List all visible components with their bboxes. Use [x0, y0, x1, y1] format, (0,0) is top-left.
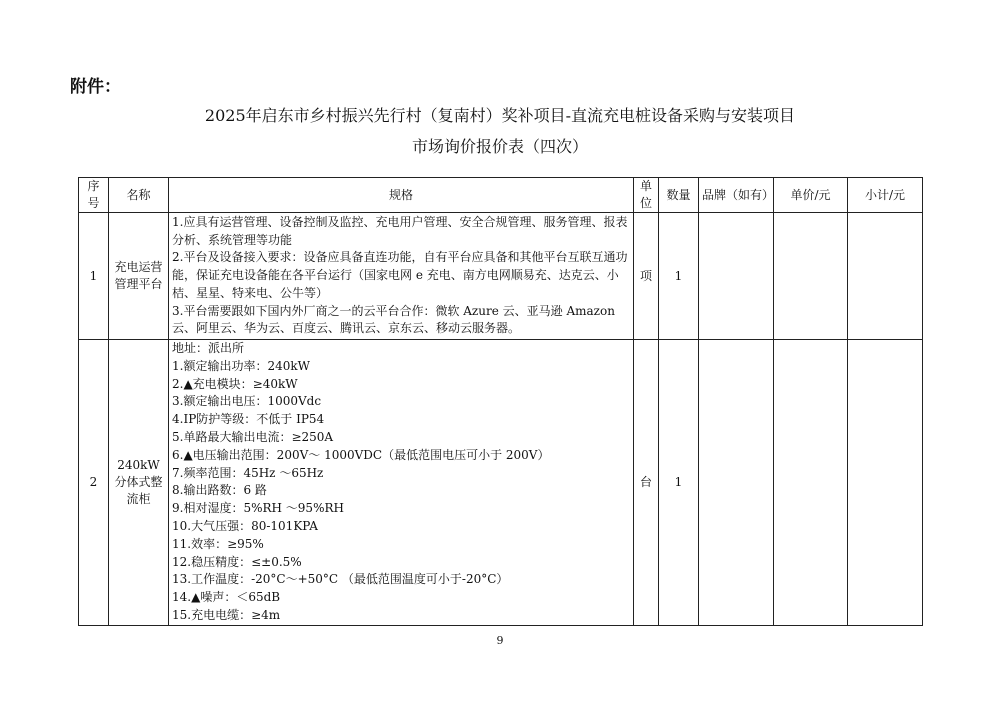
spec-line: 12.稳压精度：≤±0.5%	[172, 554, 302, 569]
cell-qty: 1	[659, 340, 699, 626]
spec-line: 14.▲噪声：＜65dB	[172, 590, 281, 605]
cell-price	[774, 213, 848, 340]
cell-brand	[699, 340, 774, 626]
spec-line: 地址：派出所	[172, 341, 245, 355]
header-price: 单价/元	[774, 178, 848, 213]
cell-name: 充电运营管理平台	[109, 213, 169, 340]
cell-unit: 项	[634, 213, 659, 340]
attachment-label: 附件：	[70, 77, 121, 97]
spec-line: 3.额定输出电压：1000Vdc	[172, 394, 322, 409]
page-number: 9	[496, 634, 504, 647]
spec-line: 3.平台需要跟如下国内外厂商之一的云平台合作：微软 Azure 云、亚马逊 Amazon 云、阿里云、华为云、百度云、腾讯云、京东云、移动云服务器。	[172, 303, 615, 336]
cell-subtotal	[848, 213, 923, 340]
spec-line: 5.单路最大输出电流：≥250A	[172, 429, 334, 444]
document-subtitle: 市场询价报价表（四次）	[411, 137, 588, 156]
cell-qty: 1	[659, 213, 699, 340]
spec-line: 2.平台及设备接入要求：设备应具备直连功能，自有平台应具备和其他平台互联互通功能，保证充电设备能在各平台运行（国家电网 e 充电、南方电网顺易充、达克云、小桔、星星、特来电、公牛等）	[172, 250, 628, 300]
header-subtotal: 小计/元	[848, 178, 923, 213]
header-unit: 单位	[634, 178, 659, 213]
spec-line: 10.大气压强：80-101KPA	[172, 518, 318, 533]
spec-line: 13.工作温度：-20°C～+50°C （最低范围温度可小于-20°C）	[172, 572, 509, 587]
cell-spec	[169, 213, 634, 340]
header-qty: 数量	[659, 178, 699, 213]
spec-line: 2.▲充电模块：≥40kW	[172, 376, 298, 391]
table-row	[79, 340, 923, 626]
header-brand: 品牌（如有）	[699, 178, 774, 213]
cell-unit: 台	[634, 340, 659, 626]
quotation-table	[78, 177, 923, 626]
spec-line: 1.额定输出功率：240kW	[172, 358, 310, 373]
spec-line: 1.应具有运营管理、设备控制及监控、充电用户管理、安全合规管理、服务管理、报表分析、系统管理等功能	[172, 214, 628, 247]
cell-subtotal	[848, 340, 923, 626]
header-name: 名称	[109, 178, 169, 213]
header-spec: 规格	[169, 178, 634, 213]
spec-line: 4.IP防护等级：不低于 IP54	[172, 412, 325, 427]
document-title: 2025年启东市乡村振兴先行村（复南村）奖补项目-直流充电桩设备采购与安装项目	[204, 106, 796, 125]
spec-line: 11.效率：≥95%	[172, 536, 264, 551]
spec-line: 8.输出路数：6 路	[172, 483, 267, 498]
cell-price	[774, 340, 848, 626]
spec-line: 7.频率范围：45Hz ～65Hz	[172, 465, 324, 480]
cell-seq: 2	[79, 340, 109, 626]
spec-line: 15.充电电缆：≥4m	[172, 607, 281, 622]
cell-name: 240kW分体式整流柜	[109, 340, 169, 626]
table-row	[79, 213, 923, 340]
spec-line: 6.▲电压输出范围：200V～ 1000VDC（最低范围电压可小于 200V）	[172, 447, 550, 462]
header-seq: 序号	[79, 178, 109, 213]
spec-line: 9.相对湿度：5%RH ～95%RH	[172, 501, 344, 516]
cell-seq: 1	[79, 213, 109, 340]
cell-spec	[169, 340, 634, 626]
table-header-row	[79, 178, 923, 213]
cell-brand	[699, 213, 774, 340]
